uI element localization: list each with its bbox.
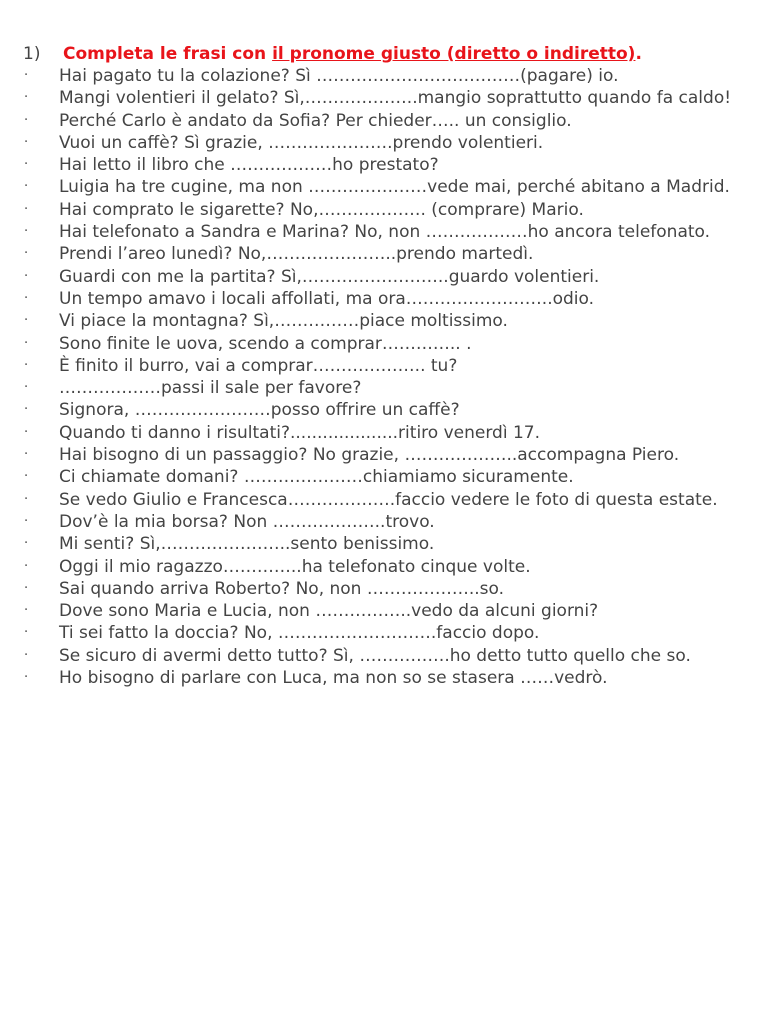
- exercise-item: [0, 333, 768, 355]
- exercise-sentence: Sono finite le uova, scendo a comprar………….. .: [59, 333, 472, 354]
- bullet-icon: ·: [24, 647, 29, 663]
- bullet-icon: ·: [24, 491, 29, 507]
- bullet-icon: ·: [24, 380, 29, 396]
- bullet-icon: ·: [24, 335, 29, 351]
- exercise-item: [0, 444, 768, 466]
- bullet-icon: ·: [24, 90, 29, 106]
- exercise-item: [0, 422, 768, 444]
- exercise-sentence: Se vedo Giulio e Francesca……………….faccio vedere le foto di questa estate.: [59, 489, 718, 510]
- exercise-item: [0, 511, 768, 533]
- exercise-sentence: Hai comprato le sigarette? No,………………. (comprare) Mario.: [59, 199, 584, 220]
- bullet-icon: ·: [24, 625, 29, 641]
- exercise-item: [0, 65, 768, 87]
- exercise-sentence: Guardi con me la partita? Sì,……………………..guardo volentieri.: [59, 266, 600, 287]
- exercise-heading: [23, 43, 763, 65]
- bullet-icon: ·: [24, 246, 29, 262]
- bullet-icon: ·: [24, 402, 29, 418]
- bullet-icon: ·: [24, 447, 29, 463]
- exercise-sentence: Ti sei fatto la doccia? No, ……………………….faccio dopo.: [59, 623, 540, 644]
- bullet-icon: ·: [24, 201, 29, 217]
- bullet-icon: ·: [24, 603, 29, 619]
- exercise-item: [0, 578, 768, 600]
- bullet-icon: ·: [24, 290, 29, 306]
- exercise-sentence: Dov’è la mia borsa? Non ………………..trovo.: [59, 511, 435, 532]
- bullet-icon: ·: [24, 469, 29, 485]
- bullet-icon: ·: [24, 424, 29, 440]
- exercise-item: [0, 154, 768, 176]
- exercise-item: [0, 310, 768, 332]
- exercise-sentence: Ci chiamate domani? …………………chiamiamo sicuramente.: [59, 467, 574, 488]
- exercise-sentence: Un tempo amavo i locali affollati, ma ora……………………..odio.: [59, 288, 595, 309]
- exercise-sentence: Hai pagato tu la colazione? Sì ………………………………(pagare) io.: [59, 66, 619, 86]
- exercise-sentence: Mi senti? Sì,…………………..sento benissimo.: [59, 534, 435, 555]
- exercise-sentence: ………………passi il sale per favore?: [59, 378, 362, 399]
- exercise-item: [0, 399, 768, 421]
- exercise-sentence: Sai quando arriva Roberto? No, non ………………..so.: [59, 578, 505, 599]
- exercise-sentence: Hai letto il libro che ………………ho prestato?: [59, 155, 439, 176]
- bullet-icon: ·: [24, 268, 29, 284]
- bullet-icon: ·: [24, 134, 29, 150]
- exercise-list: [0, 65, 768, 689]
- bullet-icon: ·: [24, 313, 29, 329]
- exercise-sentence: Vuoi un caffè? Sì grazie, ………………….prendo volentieri.: [59, 132, 544, 153]
- exercise-item: [0, 87, 768, 109]
- exercise-item: [0, 533, 768, 555]
- exercise-sentence: Signora, ……………………posso offrire un caffè?: [59, 400, 460, 421]
- bullet-icon: ·: [24, 157, 29, 173]
- exercise-sentence: Hai bisogno di un passaggio? No grazie, ………………..accompagna Piero.: [59, 445, 680, 466]
- exercise-item: [0, 355, 768, 377]
- exercise-sentence: Prendi l’areo lunedì? No,…………………..prendo martedì.: [59, 244, 534, 265]
- exercise-item: [0, 667, 768, 689]
- exercise-title-underlined: il pronome giusto (diretto o indiretto): [272, 44, 636, 64]
- exercise-sentence: Quando ti danno i risultati?....................ritiro venerdì 17.: [59, 422, 540, 443]
- bullet-icon: ·: [24, 536, 29, 552]
- exercise-sentence: Perché Carlo è andato da Sofia? Per chieder….. un consiglio.: [59, 110, 572, 131]
- exercise-item: [0, 221, 768, 243]
- bullet-icon: ·: [24, 558, 29, 574]
- exercise-item: [0, 266, 768, 288]
- exercise-item: [0, 288, 768, 310]
- bullet-icon: ·: [24, 179, 29, 195]
- bullet-icon: ·: [24, 224, 29, 240]
- exercise-item: [0, 622, 768, 644]
- exercise-item: [0, 199, 768, 221]
- exercise-item: [0, 645, 768, 667]
- exercise-sentence: Hai telefonato a Sandra e Marina? No, non ………………ho ancora telefonato.: [59, 222, 711, 243]
- bullet-icon: ·: [24, 670, 29, 686]
- exercise-sentence: È finito il burro, vai a comprar……………….. tu?: [59, 355, 458, 376]
- exercise-title-end: .: [635, 44, 642, 64]
- exercise-sentence: Se sicuro di avermi detto tutto? Sì, …………….ho detto tutto quello che so.: [59, 645, 691, 666]
- exercise-title-plain: Completa le frasi con: [63, 44, 273, 64]
- exercise-item: [0, 466, 768, 488]
- exercise-item: [0, 377, 768, 399]
- exercise-item: [0, 600, 768, 622]
- exercise-item: [0, 243, 768, 265]
- exercise-sentence: Oggi il mio ragazzo…………..ha telefonato cinque volte.: [59, 556, 531, 577]
- bullet-icon: ·: [24, 112, 29, 128]
- exercise-number: 1): [23, 44, 41, 64]
- exercise-sentence: Vi piace la montagna? Sì,……………piace moltissimo.: [59, 311, 508, 332]
- bullet-icon: ·: [24, 68, 29, 83]
- bullet-icon: ·: [24, 580, 29, 596]
- exercise-sentence: Ho bisogno di parlare con Luca, ma non so se stasera ……vedrò.: [59, 668, 608, 689]
- exercise-sentence: Dove sono Maria e Lucia, non ……………..vedo da alcuni giorni?: [59, 601, 599, 622]
- exercise-item: [0, 556, 768, 578]
- bullet-icon: ·: [24, 357, 29, 373]
- bullet-icon: ·: [24, 513, 29, 529]
- exercise-item: [0, 489, 768, 511]
- exercise-sentence: Luigia ha tre cugine, ma non …………………vede mai, perché abitano a Madrid.: [59, 177, 730, 198]
- exercise-item: [0, 110, 768, 132]
- exercise-item: [0, 176, 768, 198]
- exercise-sentence: Mangi volentieri il gelato? Sì,………………..mangio soprattutto quando fa caldo!: [59, 88, 732, 109]
- exercise-item: [0, 132, 768, 154]
